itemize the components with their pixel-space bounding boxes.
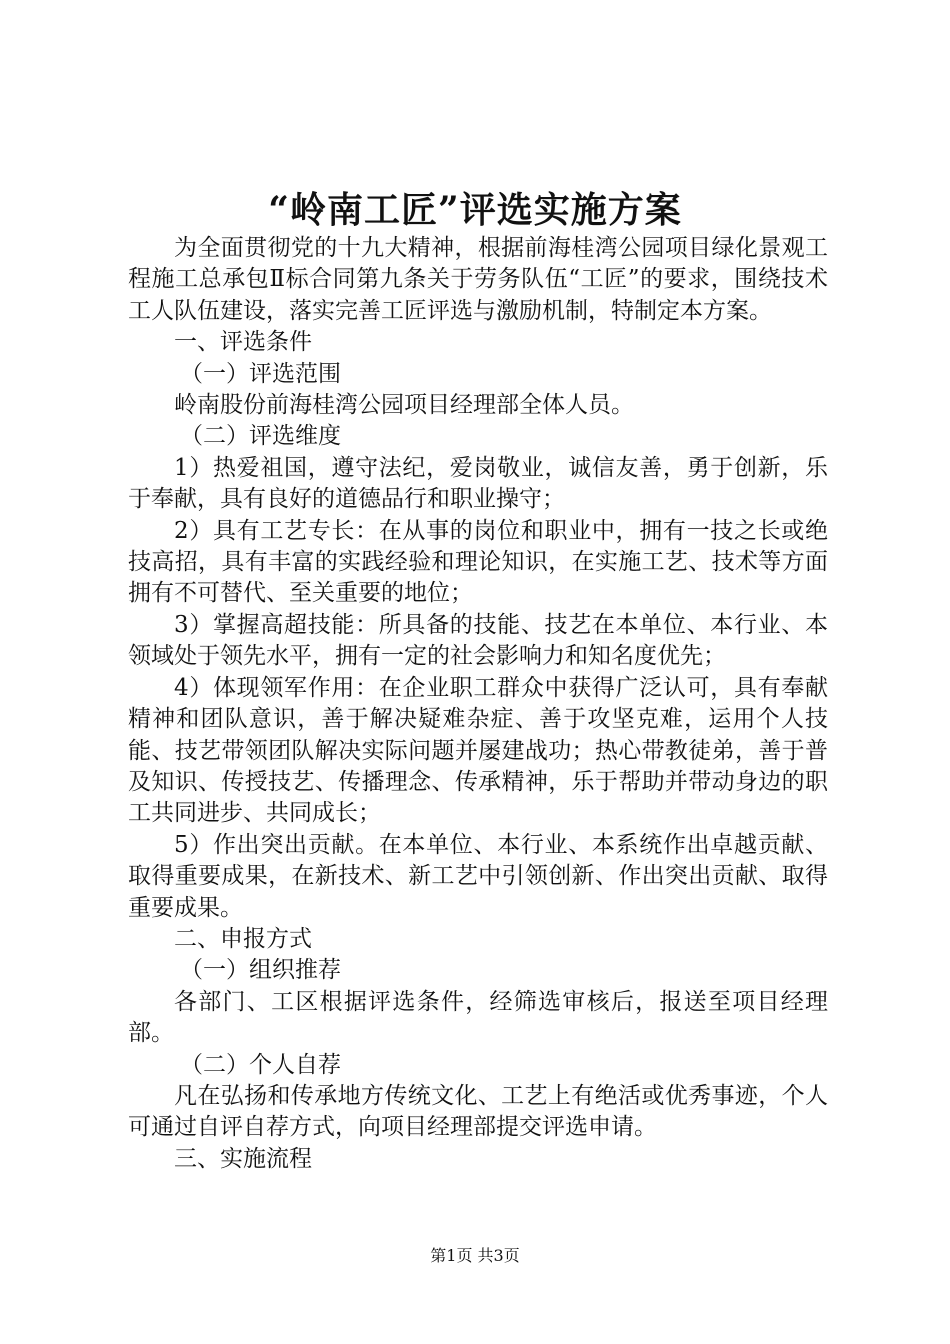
criterion-item-2: 2）具有工艺专长：在从事的岗位和职业中，拥有一技之长或绝技高招，具有丰富的实践经验和理论知识，在实施工艺、技术等方面拥有不可替代、至关重要的地位；: [128, 517, 828, 607]
criterion-item-3: 3）掌握高超技能：所具备的技能、技艺在本单位、本行业、本领域处于领先水平，拥有一定的社会影响力和知名度优先；: [128, 611, 828, 670]
section-heading-process: 三、实施流程: [174, 1145, 312, 1172]
self-recommend-paragraph: 凡在弘扬和传承地方传统文化、工艺上有绝活或优秀事迹，个人可通过自评自荐方式，向项目经理部提交评选申请。: [128, 1082, 828, 1141]
criterion-item-5: 5）作出突出贡献。在本单位、本行业、本系统作出卓越贡献、取得重要成果，在新技术、新工艺中引领创新、作出突出贡献、取得重要成果。: [128, 831, 828, 921]
section-heading-criteria: 一、评选条件: [174, 329, 312, 356]
criterion-item-4: 4）体现领军作用：在企业职工群众中获得广泛认可，具有奉献精神和团队意识，善于解决疑难杂症、善于攻坚克难，运用个人技能、技艺带领团队解决实际问题并屡建战功；热心带教徒弟，善于普及知识、传授技艺、传播理念、传承精神，乐于帮助并带动身边的职工共同进步、共同成长；: [128, 674, 828, 827]
document-title: “岭南工匠”评选实施方案: [268, 189, 682, 231]
intro-paragraph: 为全面贯彻党的十九大精神，根据前海桂湾公园项目绿化景观工程施工总承包Ⅱ标合同第九条关于劳务队伍“工匠”的要求，围绕技术工人队伍建设，落实完善工匠评选与激励机制，特制定本方案。: [128, 235, 828, 324]
document-body: [128, 233, 828, 1175]
subsection-heading-self: （二）个人自荐: [180, 1051, 341, 1078]
section-heading-application: 二、申报方式: [174, 925, 312, 952]
page-footer: 第1页 共3页: [430, 1246, 520, 1265]
subsection-heading-dimensions: （二）评选维度: [180, 423, 341, 450]
criterion-item-1: 1）热爱祖国，遵守法纪，爱岗敬业，诚信友善，勇于创新，乐于奉献，具有良好的道德品行和职业操守；: [128, 454, 828, 513]
scope-paragraph: 岭南股份前海桂湾公园项目经理部全体人员。: [174, 392, 634, 419]
subsection-heading-organization: （一）组织推荐: [180, 957, 341, 984]
subsection-heading-scope: （一）评选范围: [180, 360, 341, 387]
organization-paragraph: 各部门、工区根据评选条件，经筛选审核后，报送至项目经理部。: [128, 988, 828, 1047]
